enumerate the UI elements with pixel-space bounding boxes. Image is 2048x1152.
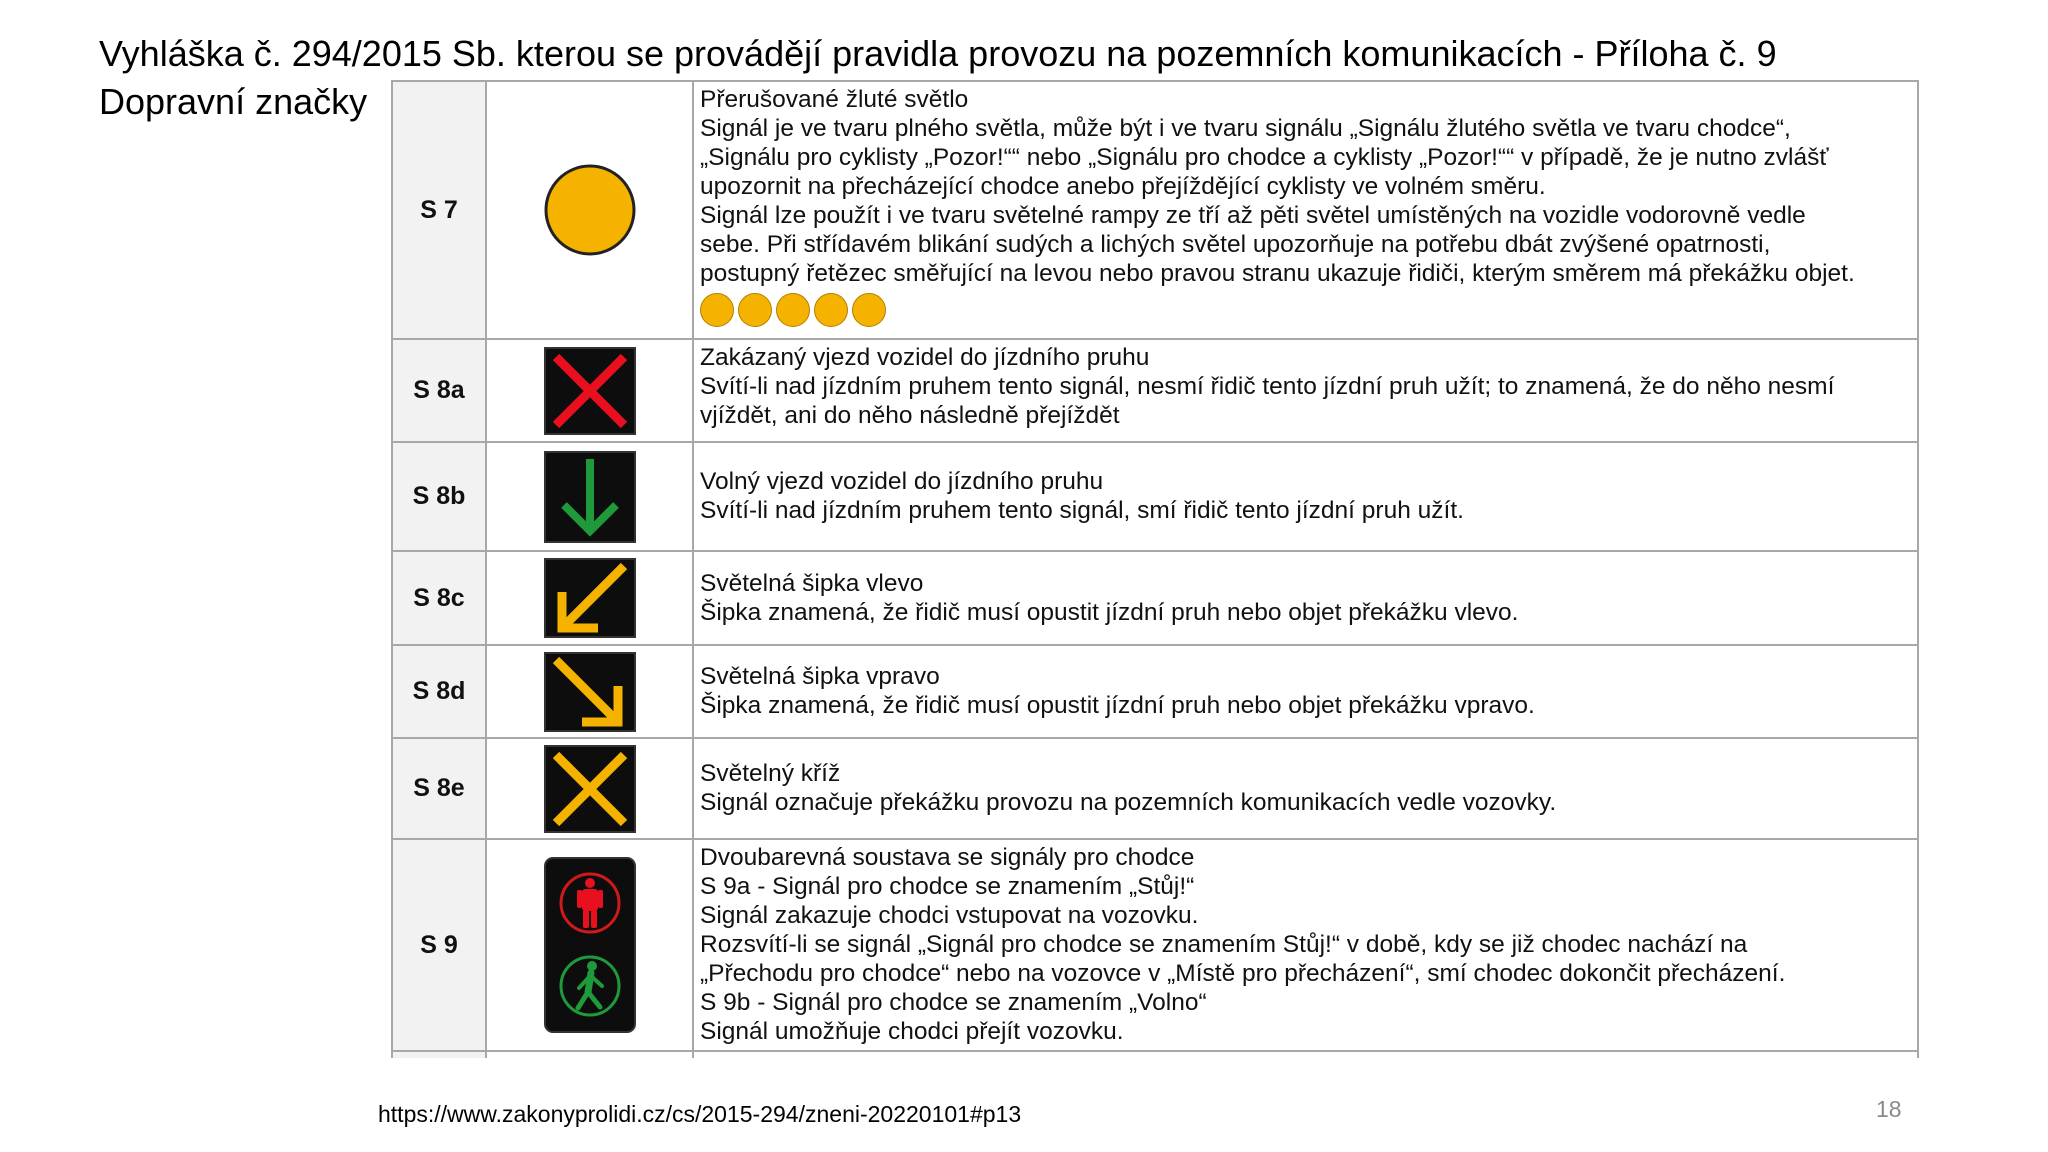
yellow-cross-signal-icon <box>544 745 636 833</box>
signal-description <box>693 442 1918 551</box>
table-row-s8d <box>392 645 1918 738</box>
signal-code: S 8e <box>392 738 486 839</box>
description-line: Signál je ve tvaru plného světla, může být i ve tvaru signálu „Signálu žlutého světla ve tvaru chodce“, <box>700 115 1791 142</box>
description-line: Signál zakazuje chodci vstupovat na vozovku. <box>700 902 1199 929</box>
green-down-arrow-signal-icon <box>544 451 636 543</box>
table-row-s8a <box>392 339 1918 442</box>
description-heading: Dvoubarevná soustava se signály pro chodce <box>700 844 1195 871</box>
signal-description <box>693 551 1918 645</box>
table-row-s7 <box>392 81 1918 339</box>
signal-description <box>693 839 1918 1051</box>
signal-code: S 7 <box>392 81 486 339</box>
description-line: Signál umožňuje chodci přejít vozovku. <box>700 1018 1124 1045</box>
description-line: Šipka znamená, že řidič musí opustit jízdní pruh nebo objet překážku vpravo. <box>700 692 1535 719</box>
signal-description <box>693 738 1918 839</box>
description-line: S 9b - Signál pro chodce se znamením „Volno“ <box>700 989 1207 1016</box>
ramp-light-icon <box>852 293 886 327</box>
yellow-arrow-right-signal-icon <box>544 652 636 732</box>
signal-code: S 8b <box>392 442 486 551</box>
signal-code: S 8c <box>392 551 486 645</box>
table-row-cutoff <box>392 1051 1918 1058</box>
traffic-signals-table <box>391 80 1919 1058</box>
signal-description <box>693 645 1918 738</box>
signal-description <box>693 339 1918 442</box>
light-ramp <box>700 293 1911 327</box>
description-line: Svítí-li nad jízdním pruhem tento signál, smí řidič tento jízdní pruh užít. <box>700 497 1464 524</box>
description-heading: Zakázaný vjezd vozidel do jízdního pruhu <box>700 344 1150 371</box>
flashing-yellow-light-icon <box>542 162 638 258</box>
signal-code: S 8d <box>392 645 486 738</box>
description-line: „Přechodu pro chodce“ nebo na vozovce v „Místě pro přecházení“, smí chodec dokončit přecházení. <box>700 960 1786 987</box>
red-cross-signal-icon <box>544 347 636 435</box>
table-row-s8b <box>392 442 1918 551</box>
description-line: Šipka znamená, že řidič musí opustit jízdní pruh nebo objet překážku vlevo. <box>700 598 1519 626</box>
table-row-s9 <box>392 839 1918 1051</box>
description-line: Svítí-li nad jízdním pruhem tento signál, nesmí řidič tento jízdní pruh užít; to znamená, že do něho nesmí <box>700 373 1835 400</box>
description-heading: Světelný kříž <box>700 760 841 787</box>
ramp-light-icon <box>776 293 810 327</box>
description-line: S 9a - Signál pro chodce se znamením „Stůj!“ <box>700 873 1195 900</box>
ramp-light-icon <box>738 293 772 327</box>
description-heading: Volný vjezd vozidel do jízdního pruhu <box>700 468 1104 495</box>
description-line: „Signálu pro cyklisty „Pozor!““ nebo „Signálu pro chodce a cyklisty „Pozor!““ v případě, že je nutno zvlášť <box>700 144 1829 171</box>
source-link[interactable]: https://www.zakonyprolidi.cz/cs/2015-294/zneni-20220101#p13 <box>378 1101 1022 1127</box>
ramp-light-icon <box>700 293 734 327</box>
description-line: Rozsvítí-li se signál „Signál pro chodce se znamením Stůj!“ v době, kdy se již chodec nachází na <box>700 931 1748 958</box>
description-line: Signál označuje překážku provozu na pozemních komunikacích vedle vozovky. <box>700 789 1557 816</box>
description-line: postupný řetězec směřující na levou nebo pravou stranu ukazuje řidiči, kterým směrem má překážku objet. <box>700 260 1855 287</box>
title-line-2: Dopravní značky <box>99 81 368 122</box>
description-line: vjíždět, ani do něho následně přejíždět <box>700 402 1120 429</box>
description-line: upozornit na přecházející chodce anebo přejíždějící cyklisty ve volném směru. <box>700 173 1546 200</box>
yellow-arrow-left-signal-icon <box>544 558 636 638</box>
description-line: Signál lze použít i ve tvaru světelné rampy ze tří až pěti světel umístěných na vozidle vodorovně vedle <box>700 202 1806 229</box>
page-number: 18 <box>1876 1096 1902 1122</box>
signal-description <box>693 81 1918 339</box>
description-heading: Světelná šipka vlevo <box>700 569 924 597</box>
signal-code: S 8a <box>392 339 486 442</box>
signal-code: S 9 <box>392 839 486 1051</box>
table-row-s8c <box>392 551 1918 645</box>
description-heading: Přerušované žluté světlo <box>700 86 969 113</box>
pedestrian-signal-icon <box>543 856 637 1034</box>
description-heading: Světelná šipka vpravo <box>700 663 940 690</box>
table-row-s8e <box>392 738 1918 839</box>
ramp-light-icon <box>814 293 848 327</box>
description-line: sebe. Při střídavém blikání sudých a lichých světel upozorňuje na potřebu dbát zvýšené opatrnosti, <box>700 231 1771 258</box>
title-line-1: Vyhláška č. 294/2015 Sb. kterou se provádějí pravidla provozu na pozemních komunikacích - Příloha č. 9 <box>99 33 1777 74</box>
